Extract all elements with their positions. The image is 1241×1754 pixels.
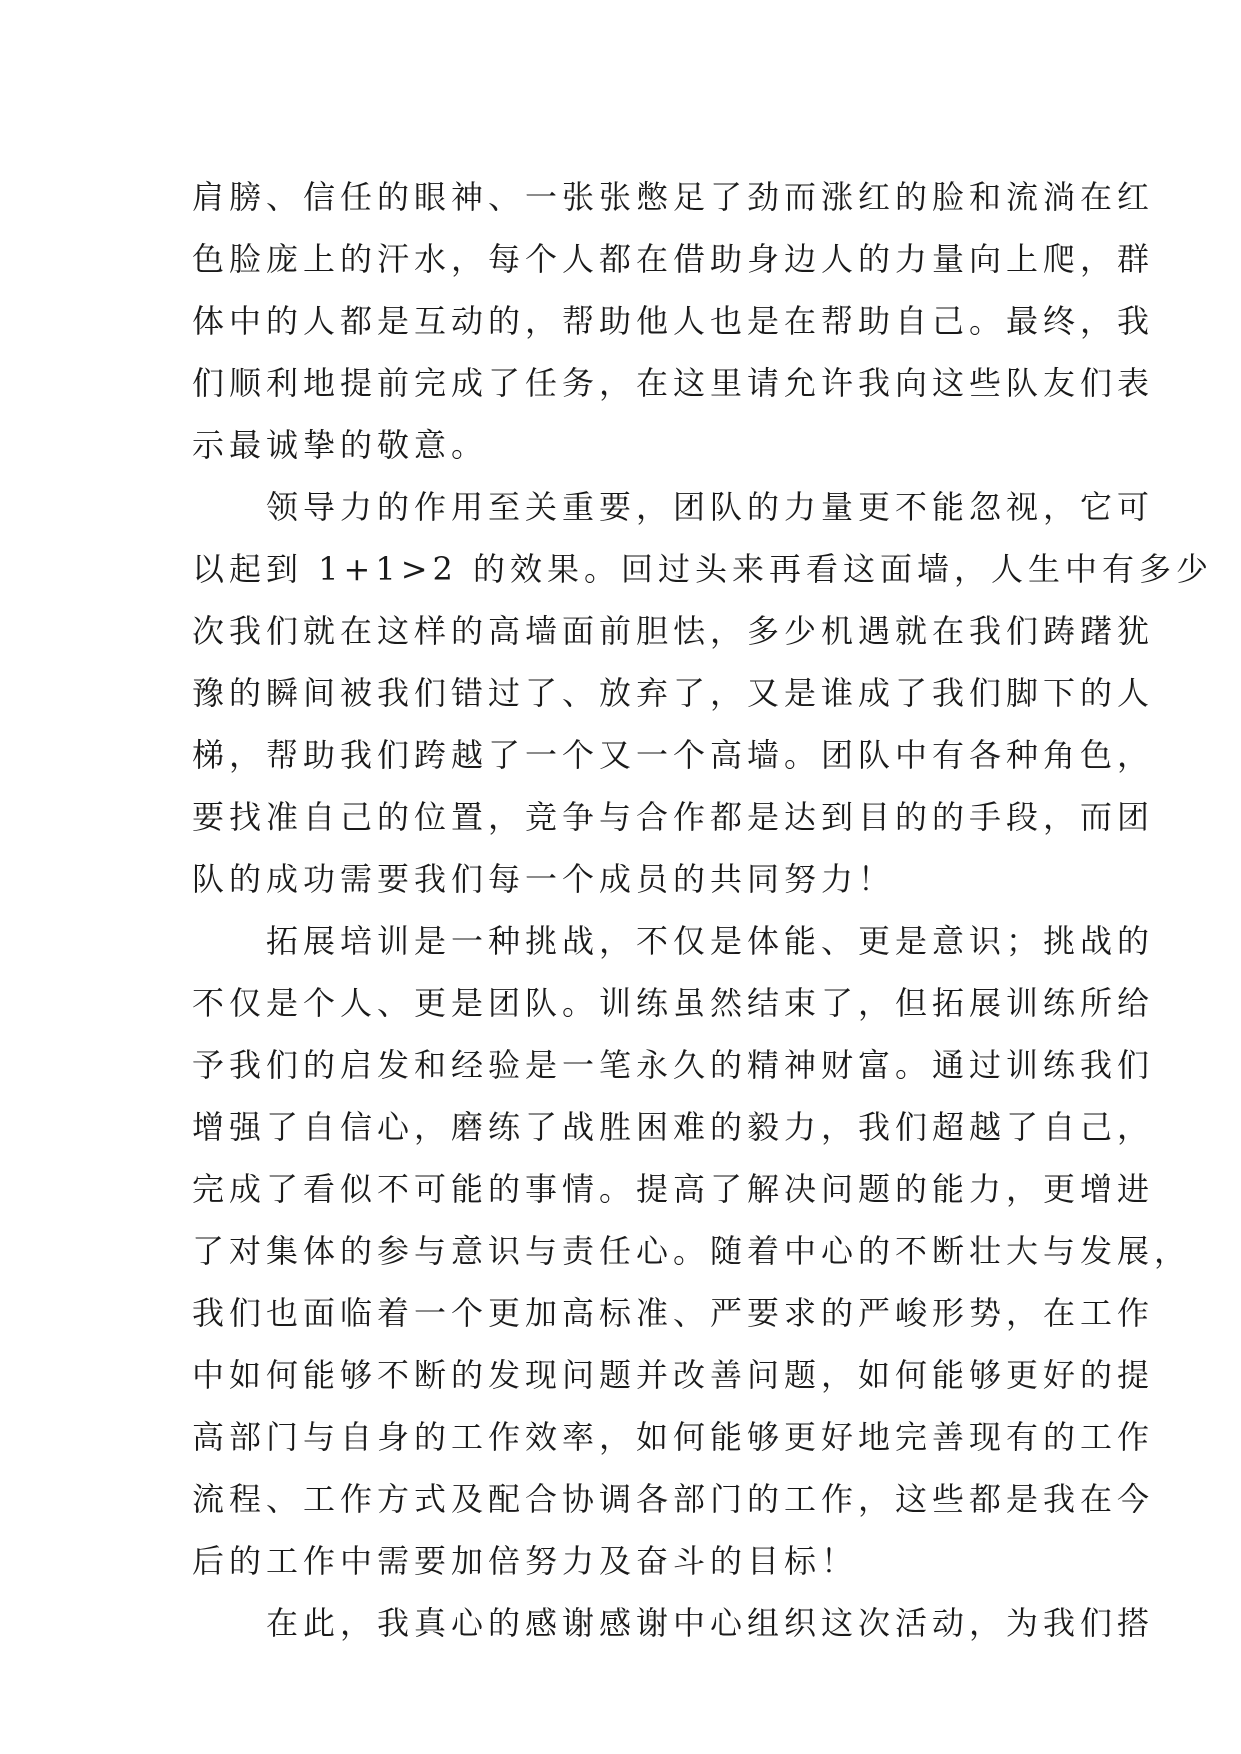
- text-line: 不仅是个人、更是团队。训练虽然结束了，但拓展训练所给: [192, 984, 1155, 1022]
- text-line: 豫的瞬间被我们错过了、放弃了，又是谁成了我们脚下的人: [192, 674, 1155, 712]
- text-line: 了对集体的参与意识与责任心。随着中心的不断壮大与发展，: [192, 1232, 1192, 1270]
- text-line: 色脸庞上的汗水，每个人都在借助身边人的力量向上爬，群: [192, 240, 1155, 278]
- text-line: 示最诚挚的敬意。: [192, 426, 489, 464]
- body-text: [192, 166, 1214, 1654]
- text-line: 我们也面临着一个更加高标准、严要求的严峻形势，在工作: [192, 1294, 1155, 1332]
- text-line: 后的工作中需要加倍努力及奋斗的目标！: [192, 1542, 859, 1580]
- paragraph-first-line: 拓展培训是一种挑战，不仅是体能、更是意识；挑战的: [266, 922, 1155, 960]
- text-line: 队的成功需要我们每一个成员的共同努力！: [192, 860, 896, 898]
- paragraph-first-line: 领导力的作用至关重要，团队的力量更不能忽视，它可: [266, 488, 1155, 526]
- text-line: 们顺利地提前完成了任务，在这里请允许我向这些队友们表: [192, 364, 1155, 402]
- text-line: 以起到 1+1>2 的效果。回过头来再看这面墙，人生中有多少: [192, 550, 1214, 588]
- text-line: 次我们就在这样的高墙面前胆怯，多少机遇就在我们踌躇犹: [192, 612, 1155, 650]
- text-line: 高部门与自身的工作效率，如何能够更好地完善现有的工作: [192, 1418, 1155, 1456]
- text-line: 体中的人都是互动的，帮助他人也是在帮助自己。最终，我: [192, 302, 1155, 340]
- text-line: 梯，帮助我们跨越了一个又一个高墙。团队中有各种角色，: [192, 736, 1155, 774]
- text-line: 予我们的启发和经验是一笔永久的精神财富。通过训练我们: [192, 1046, 1155, 1084]
- text-line: 流程、工作方式及配合协调各部门的工作，这些都是我在今: [192, 1480, 1155, 1518]
- text-line: 中如何能够不断的发现问题并改善问题，如何能够更好的提: [192, 1356, 1155, 1394]
- text-line: 要找准自己的位置，竞争与合作都是达到目的的手段，而团: [192, 798, 1155, 836]
- paragraph-first-line: 在此，我真心的感谢感谢中心组织这次活动，为我们搭: [266, 1604, 1155, 1642]
- text-line: 增强了自信心，磨练了战胜困难的毅力，我们超越了自己，: [192, 1108, 1155, 1146]
- text-line: 肩膀、信任的眼神、一张张憋足了劲而涨红的脸和流淌在红: [192, 178, 1155, 216]
- text-line: 完成了看似不可能的事情。提高了解决问题的能力，更增进: [192, 1170, 1155, 1208]
